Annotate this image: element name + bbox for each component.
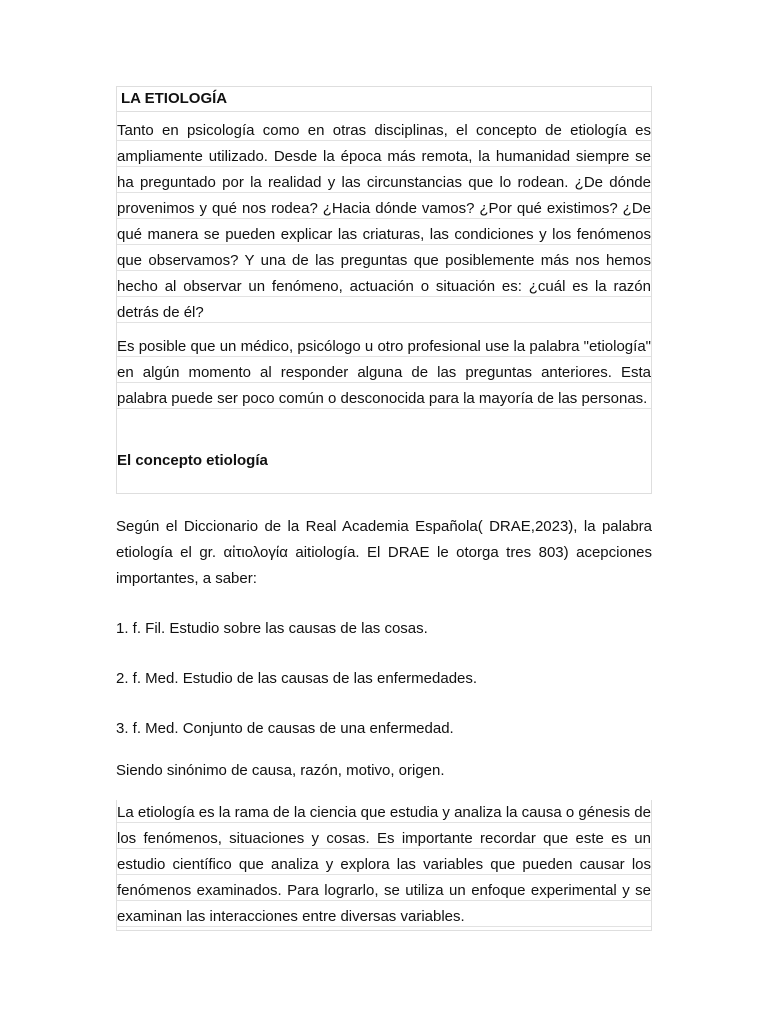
science-section [116,800,652,931]
drae-paragraph: Según el Diccionario de la Real Academia Española( DRAE,2023), la palabra etiología el gr. αἰτιολογία aitiología. El DRAE le otorga tres 803) acepciones importantes, a saber: [116,518,652,587]
definition-item-2: 2. f. Med. Estudio de las causas de las enfermedades. [116,670,478,687]
synonym-paragraph: Siendo sinónimo de causa, razón, motivo, origen. [116,762,445,779]
etiology-word-paragraph: Es posible que un médico, psicólogo u otro profesional use la palabra "etiología" en algún momento al responder alguna de las preguntas anteriores. Esta palabra puede ser poco común o desconocida para la mayoría de las personas. [117,334,651,412]
document-page [116,86,652,931]
definition-item-3: 3. f. Med. Conjunto de causas de una enfermedad. [116,720,454,737]
intro-section [116,86,652,494]
science-paragraph: La etiología es la rama de la ciencia que estudia y analiza la causa o génesis de los fenómenos, situaciones y cosas. Es importante recordar que este es un estudio científico que analiza y explora las variables que pueden causar los fenómenos examinados. Para lograrlo, se utiliza un enfoque experimental y se examinan las interacciones entre diversas variables. [117,800,651,930]
section-heading: El concepto etiología [117,452,268,469]
intro-paragraph: Tanto en psicología como en otras disciplinas, el concepto de etiología es ampliamente utilizado. Desde la época más remota, la humanidad siempre se ha preguntado por la realidad y las circunstancias que lo rodean. ¿De dónde provenimos y qué nos rodea? ¿Hacia dónde vamos? ¿Por qué existimos? ¿De qué manera se pueden explicar las criaturas, las condiciones y los fenómenos que observamos? Y una de las preguntas que posiblemente más nos hemos hecho al observar un fenómeno, actuación o situación es: ¿cuál es la razón detrás de él? [117,118,651,326]
definition-item-1: 1. f. Fil. Estudio sobre las causas de las cosas. [116,620,428,637]
document-title: LA ETIOLOGÍA [117,87,651,112]
